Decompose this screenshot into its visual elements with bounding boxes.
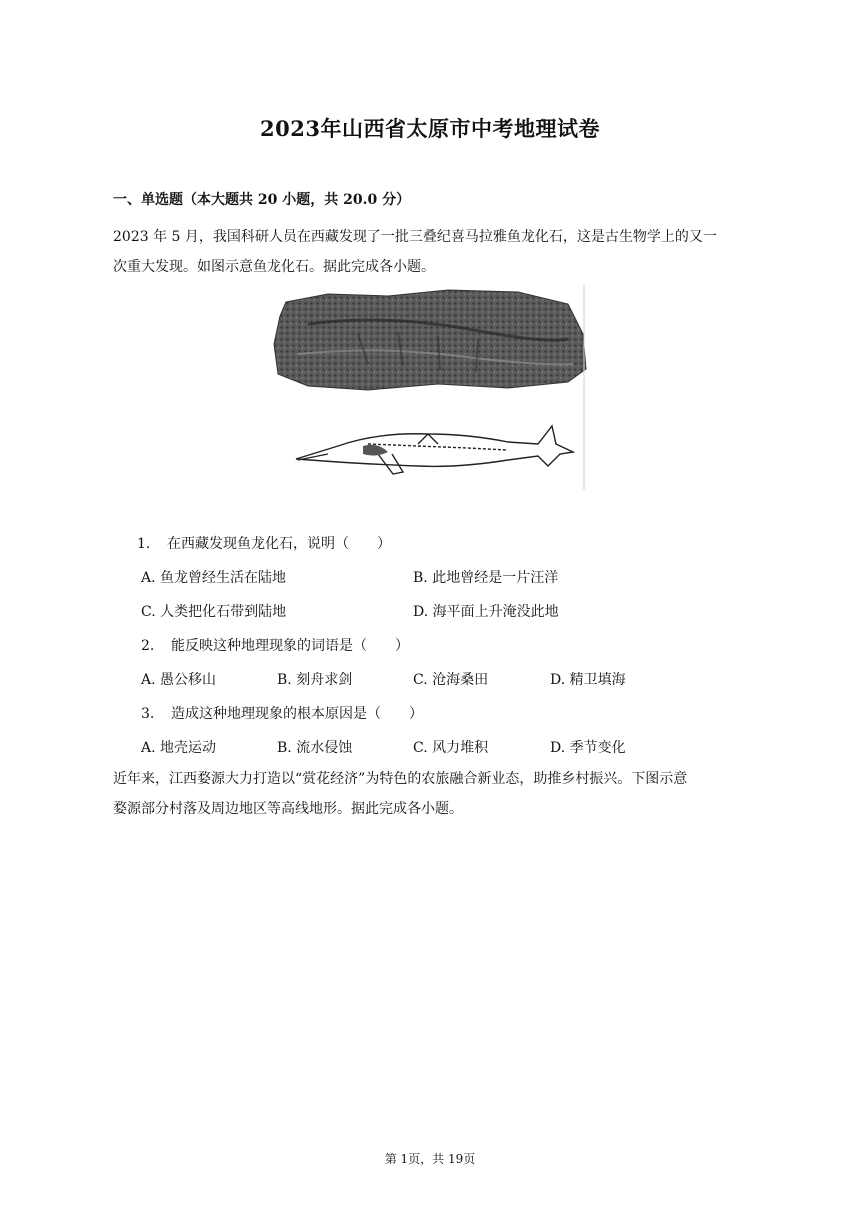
option-letter: D. [550,672,566,688]
option-text: 风力堆积 [432,740,489,756]
option-1a[interactable] [141,567,286,587]
question-number: 1. [137,536,151,552]
option-letter: A. [141,672,156,688]
option-text: 愚公移山 [160,672,217,688]
option-text: 地壳运动 [160,740,217,756]
question-1 [137,533,391,553]
page-footer: 第 1页，共 19页 [384,1152,476,1166]
question-number: 2. [141,638,155,654]
option-text: 沧海桑田 [432,672,489,688]
question-text: 在西藏发现鱼龙化石，说明（ ） [167,536,391,552]
intro1-line1: 2023 年 5 月，我国科研人员在西藏发现了一批三叠纪喜马拉雅鱼龙化石，这是古生物学上的又一 [113,229,717,245]
question-2 [141,635,409,655]
option-letter: B. [277,672,292,688]
option-3d[interactable] [550,737,626,757]
intro2-line1: 近年来，江西婺源大力打造以“赏花经济”为特色的农旅融合新业态，助推乡村振兴。下图示意 [113,771,688,787]
option-letter: C. [413,740,428,756]
option-letter: B. [277,740,292,756]
intro-paragraph-1 [113,222,753,282]
option-letter: D. [413,604,429,620]
option-3a[interactable] [141,737,216,757]
option-letter: C. [413,672,428,688]
option-2a[interactable] [141,669,216,689]
ichthyosaur-fossil-figure [268,284,590,490]
option-text: 海平面上升淹没此地 [432,604,559,620]
option-letter: A. [141,570,156,586]
ichthyosaur-outline [296,426,573,474]
option-letter: B. [413,570,428,586]
intro1-line2: 次重大发现。如图示意鱼龙化石。据此完成各小题。 [113,259,435,275]
option-1d[interactable] [413,601,559,621]
option-2d[interactable] [550,669,626,689]
question-3 [141,703,423,723]
intro-paragraph-2 [113,764,753,824]
option-text: 鱼龙曾经生活在陆地 [160,570,287,586]
page-title: 2023年山西省太原市中考地理试卷 [260,116,600,141]
option-1b[interactable] [413,567,558,587]
option-3c[interactable] [413,737,488,757]
option-3b[interactable] [277,737,352,757]
question-text: 造成这种地理现象的根本原因是（ ） [171,706,423,722]
fossil-illustration [268,284,590,490]
section-heading: 一、单选题（本大题共 20 小题，共 20.0 分） [113,192,411,208]
option-letter: A. [141,740,156,756]
question-text: 能反映这种地理现象的词语是（ ） [171,638,409,654]
option-text: 刻舟求剑 [296,672,353,688]
option-text: 季节变化 [569,740,626,756]
option-letter: D. [550,740,566,756]
question-number: 3. [141,706,155,722]
option-2c[interactable] [413,669,488,689]
option-letter: C. [141,604,156,620]
option-text: 流水侵蚀 [296,740,353,756]
option-text: 精卫填海 [569,672,626,688]
option-2b[interactable] [277,669,352,689]
intro2-line2: 婺源部分村落及周边地区等高线地形。据此完成各小题。 [113,801,463,817]
option-text: 人类把化石带到陆地 [160,604,287,620]
option-text: 此地曾经是一片汪洋 [432,570,559,586]
option-1c[interactable] [141,601,286,621]
